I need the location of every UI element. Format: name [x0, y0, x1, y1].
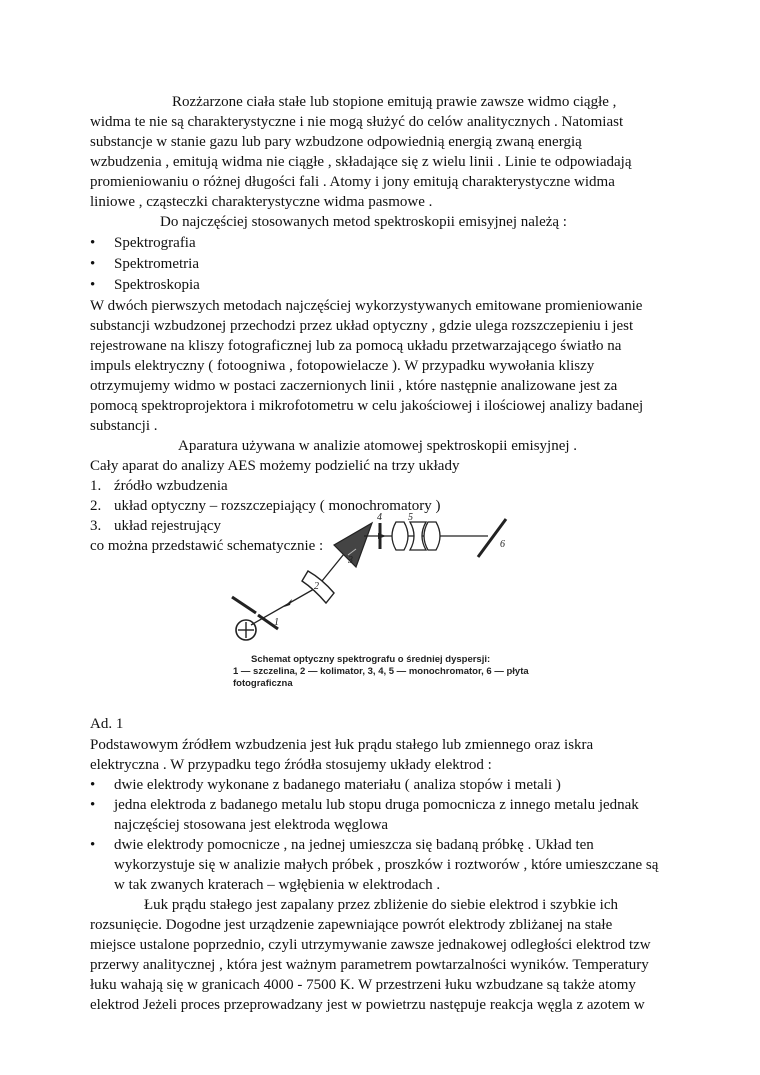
prism	[334, 523, 372, 567]
text-line: substancji wzbudzonej przechodzi przez układ optyczny , gdzie ulega rozszczepieniu i jest	[90, 318, 634, 334]
list-item-label: dwie elektrody pomocnicze , na jednej umieszcza się badaną próbkę . Układ ten	[114, 837, 594, 853]
text-line: Rozżarzone ciała stałe lub stopione emitują prawie zawsze widmo ciągłe ,	[172, 94, 617, 110]
list-item	[90, 795, 639, 815]
figure-caption: fotograficzna	[233, 678, 293, 689]
figure-label: 1	[274, 617, 279, 628]
text-line: W dwóch pierwszych metodach najczęściej wykorzystywanych emitowane promieniowanie	[90, 298, 643, 314]
text-line: przerwy analitycznej , która jest ważnym parametrem powtarzalności wyników. Temperatury	[90, 957, 649, 973]
text-line: impuls elektryczny ( fotoogniwa , fotopowielacze ). W przypadku wywołania kliszy	[90, 358, 595, 374]
figure-label: 5	[408, 512, 413, 523]
list-item-label: dwie elektrody wykonane z badanego materiału ( analiza stopów i metali )	[114, 777, 561, 793]
numbered-item	[90, 516, 221, 536]
text-line: rejestrowane na kliszy fotograficznej lub za pomocą układu przetwarzającego światło na	[90, 338, 622, 354]
figure-label: 2	[314, 581, 319, 592]
bullet-icon: •	[90, 797, 96, 813]
numbered-item	[90, 476, 228, 496]
text-line: promieniowaniu o różnej długości fali . Atomy i jony emitują charakterystyczne widma	[90, 174, 615, 190]
beam-1	[251, 589, 314, 625]
slit-upper	[232, 597, 256, 613]
bullet-icon: •	[90, 256, 96, 272]
section-heading: Aparatura używana w analizie atomowej spektroskopii emisyjnej .	[178, 438, 578, 454]
text-line: pomocą spektroprojektora i mikrofotometru w celu jakościowej i ilościowej analizy badanej	[90, 398, 644, 414]
list-item-label: Spektrografia	[114, 235, 196, 251]
photographic-plate	[478, 519, 506, 557]
text-line: miejsce ustalone poprzednio, czyli utrzymywanie zawsze jednakowej odległości elektrod tzw	[90, 937, 651, 953]
figure-label: 6	[500, 539, 505, 550]
bullet-icon: •	[90, 277, 96, 293]
item-label: źródło wzbudzenia	[114, 478, 228, 494]
item-number: 3.	[90, 518, 102, 534]
list-item-label: Spektrometria	[114, 256, 199, 272]
list-item	[90, 775, 561, 795]
figure-caption: 1 — szczelina, 2 — kolimator, 3, 4, 5 — monochromator, 6 — płyta	[233, 666, 529, 677]
text-line: otrzymujemy widmo w postaci zaczernionych linii , które następnie analizowane jest za	[90, 378, 618, 394]
text-line: substancje w stanie gazu lub pary wzbudzone odpowiednią energią zwaną energią	[90, 134, 582, 150]
bullet-icon: •	[90, 235, 96, 251]
methods-intro: Do najczęściej stosowanych metod spektroskopii emisyjnej należą :	[160, 214, 567, 230]
text-line: Cały aparat do analizy AES możemy podzielić na trzy układy	[90, 458, 460, 474]
figure-label: 4	[377, 512, 382, 523]
text-line: rozsunięcie. Dogodne jest urządzenie zapewniające powrót elektrody zbliżanej na stałe	[90, 917, 613, 933]
bullet-icon: •	[90, 777, 96, 793]
list-item	[90, 254, 199, 274]
figure-caption: Schemat optyczny spektrografu o średniej dyspersji:	[251, 654, 491, 665]
item-label: układ optyczny – rozszczepiający ( monochromatory )	[114, 498, 441, 514]
list-item	[90, 835, 594, 855]
list-item-label: jedna elektroda z badanego metalu lub stopu druga pomocnicza z innego metalu jednak	[114, 797, 639, 813]
item-number: 2.	[90, 498, 102, 514]
list-item	[90, 233, 196, 253]
list-item-continuation: wykorzystuje się w analizie małych próbek , proszków i roztworów , które umieszczane są	[114, 857, 659, 873]
text-line: liniowe , cząsteczki charakterystyczne widma pasmowe .	[90, 194, 433, 210]
text-line: łuku wahają się w granicach 4000 - 7500 K. W przestrzeni łuku wzbudzane są także atomy	[90, 977, 636, 993]
text-line: elektrod Jeżeli proces przeprowadzany jest w powietrzu następuje reakcja węgla z azotem w	[90, 997, 645, 1013]
text-line: Podstawowym źródłem wzbudzenia jest łuk prądu stałego lub zmiennego oraz iskra	[90, 737, 594, 753]
text-line: substancji .	[90, 418, 158, 434]
text-line: widma te nie są charakterystyczne i nie mogą służyć do celów analitycznych . Natomiast	[90, 114, 624, 130]
lens-5a	[392, 522, 408, 550]
section-label: Ad. 1	[90, 716, 124, 732]
item-number: 1.	[90, 478, 102, 494]
text-line: elektryczna . W przypadku tego źródła stosujemy układy elektrod :	[90, 757, 492, 773]
list-item-continuation: najczęściej stosowana jest elektroda węglowa	[114, 817, 389, 833]
text-line: wzbudzenia , emitują widma nie ciągłe , składające się z wielu linii . Linie te odpowiadają	[90, 154, 632, 170]
list-item-continuation: w tak zwanych kraterach – wgłębienia w elektrodach .	[114, 877, 441, 893]
item-label: układ rejestrujący	[114, 518, 222, 534]
text-line: co można przedstawić schematycznie :	[90, 538, 324, 554]
list-item	[90, 275, 200, 295]
lens-5c	[424, 522, 440, 550]
text-line: Łuk prądu stałego jest zapalany przez zbliżenie do siebie elektrod i szybkie ich	[144, 897, 618, 913]
list-item-label: Spektroskopia	[114, 277, 200, 293]
figure-label: 3	[348, 555, 353, 566]
bullet-icon: •	[90, 837, 96, 853]
